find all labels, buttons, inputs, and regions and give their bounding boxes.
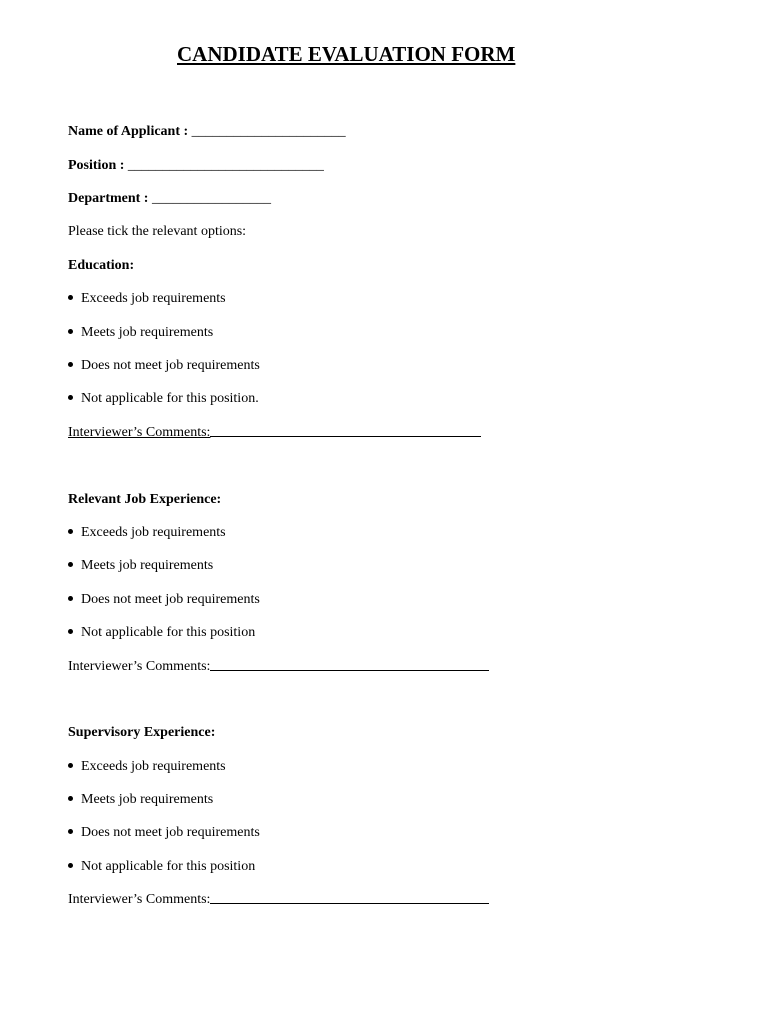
department-field[interactable]: _________________ (151, 191, 271, 206)
option-label: Meets job requirements (81, 325, 214, 340)
bullet-icon (68, 829, 73, 834)
bullet-icon (68, 863, 73, 868)
section-heading-relevant-job-experience: Relevant Job Experience: (68, 492, 222, 507)
department-row (68, 190, 271, 208)
comments-label: Interviewer’s Comments: (68, 659, 211, 674)
option-label: Does not meet job requirements (81, 358, 260, 373)
section-heading-supervisory-experience: Supervisory Experience: (68, 725, 216, 740)
bullet-icon (68, 295, 73, 300)
name-of-applicant-label: Name of Applicant : (68, 124, 189, 139)
bullet-icon (68, 395, 73, 400)
bullet-icon (68, 629, 73, 634)
comments-label: Interviewer’s Comments: (68, 892, 211, 907)
option-item[interactable] (68, 524, 226, 542)
comments-row-relevant-job-experience (68, 658, 489, 676)
bullet-icon (68, 596, 73, 601)
option-item[interactable] (68, 557, 213, 575)
name-of-applicant-row (68, 123, 346, 141)
comments-row-supervisory-experience (68, 891, 489, 909)
department-label: Department : (68, 191, 149, 206)
instruction-text: Please tick the relevant options: (68, 224, 247, 239)
option-label: Not applicable for this position. (81, 391, 259, 406)
option-item[interactable] (68, 324, 213, 342)
option-label: Exceeds job requirements (81, 525, 226, 540)
option-item[interactable] (68, 290, 226, 308)
comments-field[interactable] (210, 669, 489, 671)
section-heading-education: Education: (68, 258, 135, 273)
position-row (68, 157, 324, 175)
option-item[interactable] (68, 357, 260, 375)
option-label: Exceeds job requirements (81, 759, 226, 774)
name-of-applicant-field[interactable]: ______________________ (191, 124, 346, 139)
comments-label: Interviewer’s Comments: (68, 425, 211, 440)
option-item[interactable] (68, 624, 255, 642)
option-item[interactable] (68, 824, 260, 842)
bullet-icon (68, 329, 73, 334)
position-label: Position : (68, 158, 125, 173)
bullet-icon (68, 562, 73, 567)
option-label: Exceeds job requirements (81, 291, 226, 306)
option-item[interactable] (68, 858, 255, 876)
option-label: Does not meet job requirements (81, 825, 260, 840)
form-title: CANDIDATE EVALUATION FORM (177, 42, 516, 66)
option-label: Not applicable for this position (81, 859, 256, 874)
option-label: Meets job requirements (81, 792, 214, 807)
bullet-icon (68, 796, 73, 801)
comments-field[interactable] (210, 902, 489, 904)
option-item[interactable] (68, 758, 226, 776)
comments-row-education (68, 424, 481, 442)
option-item[interactable] (68, 591, 260, 609)
option-label: Not applicable for this position (81, 625, 256, 640)
comments-field[interactable] (210, 435, 481, 437)
bullet-icon (68, 763, 73, 768)
option-item[interactable] (68, 791, 213, 809)
position-field[interactable]: ____________________________ (127, 158, 324, 173)
bullet-icon (68, 529, 73, 534)
bullet-icon (68, 362, 73, 367)
option-label: Does not meet job requirements (81, 592, 260, 607)
option-item[interactable] (68, 390, 259, 408)
option-label: Meets job requirements (81, 558, 214, 573)
